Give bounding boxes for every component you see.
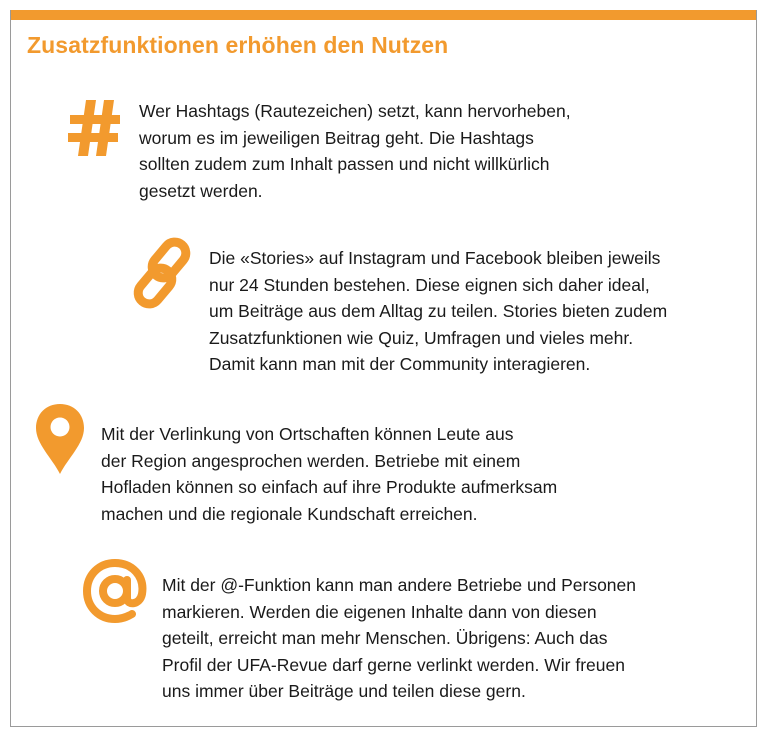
- section-stories: [209, 245, 667, 378]
- text-line: Profil der UFA-Revue darf gerne verlinkt werden. Wir freuen: [162, 654, 625, 675]
- text-line: markieren. Werden die eigenen Inhalte dann von diesen: [162, 601, 597, 622]
- location-pin-icon: [34, 402, 86, 476]
- text-line: worum es im jeweiligen Beitrag geht. Die Hashtags: [139, 127, 534, 148]
- text-line: geteilt, erreicht man mehr Menschen. Übrigens: Auch das: [162, 628, 608, 648]
- text-line: uns immer über Beiträge und teilen diese gern.: [162, 681, 526, 701]
- text-line: Die «Stories» auf Instagram und Facebook bleiben jeweils: [209, 248, 661, 268]
- section-location: [101, 421, 557, 527]
- box-title: Zusatzfunktionen erhöhen den Nutzen: [27, 32, 449, 58]
- text-line: Mit der @-Funktion kann man andere Betriebe und Personen: [162, 575, 637, 595]
- text-line: Zusatzfunktionen wie Quiz, Umfragen und vieles mehr.: [209, 327, 634, 348]
- hashtag-icon: [66, 98, 122, 158]
- text-line: sollten zudem zum Inhalt passen und nicht willkürlich: [139, 154, 550, 174]
- link-icon: [128, 236, 198, 310]
- text-line: Damit kann man mit der Community interagieren.: [209, 354, 591, 374]
- at-sign-icon: [82, 558, 148, 624]
- text-line: nur 24 Stunden bestehen. Diese eignen sich daher ideal,: [209, 274, 650, 295]
- text-line: um Beiträge aus dem Alltag zu teilen. Stories bieten zudem: [209, 301, 668, 321]
- text-line: Mit der Verlinkung von Ortschaften können Leute aus: [101, 424, 514, 444]
- text-line: machen und die regionale Kundschaft erreichen.: [101, 503, 478, 524]
- text-line: Wer Hashtags (Rautezeichen) setzt, kann hervorheben,: [139, 101, 571, 121]
- text-line: der Region angesprochen werden. Betriebe mit einem: [101, 450, 521, 471]
- text-line: Hofladen können so einfach auf ihre Produkte aufmerksam: [101, 477, 558, 497]
- text-line: gesetzt werden.: [139, 180, 263, 201]
- section-mentions: [162, 572, 636, 705]
- section-hashtags: [139, 98, 571, 204]
